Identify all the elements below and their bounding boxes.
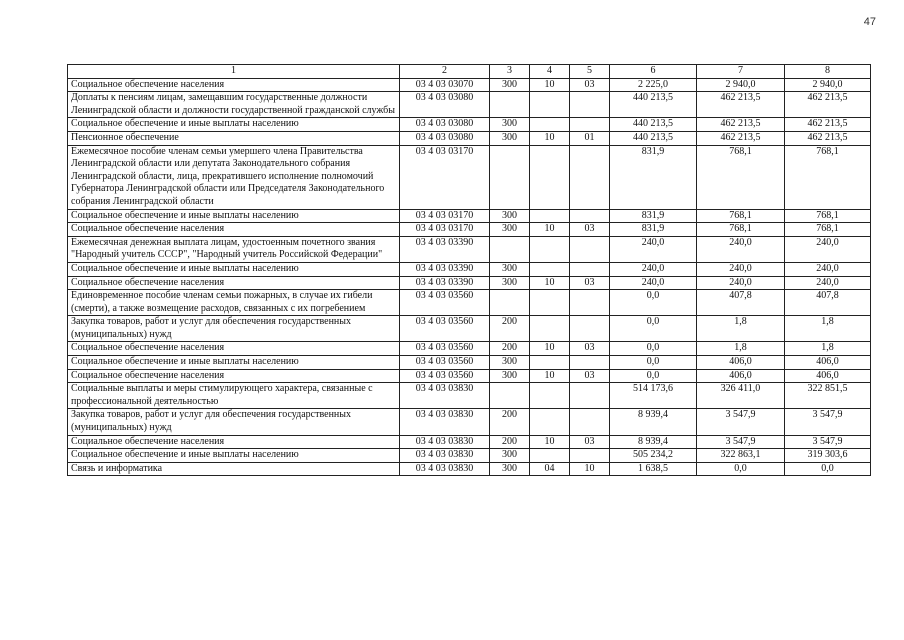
amount-year-2-cell: 768,1 bbox=[697, 209, 785, 223]
expense-type-cell: 200 bbox=[490, 342, 530, 356]
amount-year-3-cell: 1,8 bbox=[785, 316, 871, 342]
target-code-cell: 03 4 03 03830 bbox=[400, 409, 490, 435]
amount-year-3-cell: 462 213,5 bbox=[785, 92, 871, 118]
table-row bbox=[68, 342, 871, 356]
target-code-cell: 03 4 03 03080 bbox=[400, 131, 490, 145]
amount-year-3-cell: 462 213,5 bbox=[785, 118, 871, 132]
target-code-cell: 03 4 03 03560 bbox=[400, 356, 490, 370]
amount-year-1-cell: 514 173,6 bbox=[610, 383, 697, 409]
expense-type-cell bbox=[490, 92, 530, 118]
amount-year-1-cell: 831,9 bbox=[610, 145, 697, 209]
amount-year-1-cell: 240,0 bbox=[610, 276, 697, 290]
amount-year-2-cell: 406,0 bbox=[697, 356, 785, 370]
expense-type-cell: 300 bbox=[490, 449, 530, 463]
section-cell bbox=[530, 236, 570, 262]
item-name-cell: Связь и информатика bbox=[68, 462, 400, 476]
section-cell bbox=[530, 316, 570, 342]
amount-year-2-cell: 240,0 bbox=[697, 276, 785, 290]
subsection-cell bbox=[570, 449, 610, 463]
amount-year-1-cell: 0,0 bbox=[610, 369, 697, 383]
amount-year-3-cell: 240,0 bbox=[785, 262, 871, 276]
subsection-cell bbox=[570, 316, 610, 342]
expense-type-cell: 300 bbox=[490, 118, 530, 132]
section-cell bbox=[530, 356, 570, 370]
amount-year-2-cell: 462 213,5 bbox=[697, 92, 785, 118]
table-row bbox=[68, 356, 871, 370]
amount-year-1-cell: 831,9 bbox=[610, 223, 697, 237]
item-name-cell: Доплаты к пенсиям лицам, замещавшим государственные должности Ленинградской области и должности государственной гражданской службы bbox=[68, 92, 400, 118]
target-code-cell: 03 4 03 03080 bbox=[400, 92, 490, 118]
target-code-cell: 03 4 03 03390 bbox=[400, 262, 490, 276]
column-header: 8 bbox=[785, 65, 871, 79]
target-code-cell: 03 4 03 03830 bbox=[400, 462, 490, 476]
item-name-cell: Ежемесячная денежная выплата лицам, удостоенным почетного звания "Народный учитель СССР", "Народный учитель Российской Федерации" bbox=[68, 236, 400, 262]
amount-year-2-cell: 3 547,9 bbox=[697, 435, 785, 449]
subsection-cell bbox=[570, 290, 610, 316]
target-code-cell: 03 4 03 03390 bbox=[400, 276, 490, 290]
target-code-cell: 03 4 03 03080 bbox=[400, 118, 490, 132]
amount-year-1-cell: 1 638,5 bbox=[610, 462, 697, 476]
item-name-cell: Социальные выплаты и меры стимулирующего характера, связанные с профессиональной деятельностью bbox=[68, 383, 400, 409]
column-header: 7 bbox=[697, 65, 785, 79]
amount-year-3-cell: 768,1 bbox=[785, 223, 871, 237]
subsection-cell: 03 bbox=[570, 78, 610, 92]
target-code-cell: 03 4 03 03170 bbox=[400, 223, 490, 237]
expense-type-cell: 300 bbox=[490, 356, 530, 370]
section-cell: 10 bbox=[530, 369, 570, 383]
item-name-cell: Социальное обеспечение и иные выплаты населению bbox=[68, 209, 400, 223]
item-name-cell: Социальное обеспечение и иные выплаты населению bbox=[68, 118, 400, 132]
amount-year-3-cell: 0,0 bbox=[785, 462, 871, 476]
amount-year-3-cell: 240,0 bbox=[785, 276, 871, 290]
subsection-cell bbox=[570, 236, 610, 262]
section-cell: 10 bbox=[530, 223, 570, 237]
amount-year-3-cell: 768,1 bbox=[785, 145, 871, 209]
expense-type-cell bbox=[490, 290, 530, 316]
table-row bbox=[68, 118, 871, 132]
amount-year-1-cell: 831,9 bbox=[610, 209, 697, 223]
amount-year-2-cell: 462 213,5 bbox=[697, 118, 785, 132]
amount-year-1-cell: 0,0 bbox=[610, 290, 697, 316]
expense-type-cell: 200 bbox=[490, 409, 530, 435]
amount-year-1-cell: 0,0 bbox=[610, 356, 697, 370]
expense-type-cell: 300 bbox=[490, 369, 530, 383]
target-code-cell: 03 4 03 03560 bbox=[400, 316, 490, 342]
amount-year-1-cell: 8 939,4 bbox=[610, 409, 697, 435]
column-header: 2 bbox=[400, 65, 490, 79]
item-name-cell: Закупка товаров, работ и услуг для обеспечения государственных (муниципальных) нужд bbox=[68, 409, 400, 435]
column-header: 5 bbox=[570, 65, 610, 79]
amount-year-2-cell: 322 863,1 bbox=[697, 449, 785, 463]
target-code-cell: 03 4 03 03170 bbox=[400, 209, 490, 223]
target-code-cell: 03 4 03 03560 bbox=[400, 369, 490, 383]
table-row bbox=[68, 462, 871, 476]
expense-type-cell: 300 bbox=[490, 223, 530, 237]
table-row bbox=[68, 369, 871, 383]
amount-year-3-cell: 406,0 bbox=[785, 356, 871, 370]
item-name-cell: Пенсионное обеспечение bbox=[68, 131, 400, 145]
expense-type-cell bbox=[490, 236, 530, 262]
amount-year-2-cell: 1,8 bbox=[697, 316, 785, 342]
subsection-cell bbox=[570, 409, 610, 435]
budget-table bbox=[67, 64, 871, 476]
section-cell bbox=[530, 449, 570, 463]
column-header: 3 bbox=[490, 65, 530, 79]
item-name-cell: Социальное обеспечение населения bbox=[68, 342, 400, 356]
table-row bbox=[68, 145, 871, 209]
table-row bbox=[68, 409, 871, 435]
item-name-cell: Закупка товаров, работ и услуг для обеспечения государственных (муниципальных) нужд bbox=[68, 316, 400, 342]
amount-year-1-cell: 0,0 bbox=[610, 342, 697, 356]
item-name-cell: Социальное обеспечение населения bbox=[68, 435, 400, 449]
amount-year-2-cell: 0,0 bbox=[697, 462, 785, 476]
header-row bbox=[68, 65, 871, 79]
amount-year-3-cell: 319 303,6 bbox=[785, 449, 871, 463]
amount-year-1-cell: 240,0 bbox=[610, 262, 697, 276]
page-number: 47 bbox=[863, 16, 876, 28]
table-row bbox=[68, 449, 871, 463]
subsection-cell: 03 bbox=[570, 369, 610, 383]
expense-type-cell: 200 bbox=[490, 435, 530, 449]
amount-year-1-cell: 8 939,4 bbox=[610, 435, 697, 449]
section-cell bbox=[530, 409, 570, 435]
subsection-cell bbox=[570, 262, 610, 276]
target-code-cell: 03 4 03 03070 bbox=[400, 78, 490, 92]
amount-year-2-cell: 768,1 bbox=[697, 223, 785, 237]
column-header: 6 bbox=[610, 65, 697, 79]
item-name-cell: Социальное обеспечение населения bbox=[68, 78, 400, 92]
table-row bbox=[68, 78, 871, 92]
amount-year-2-cell: 240,0 bbox=[697, 236, 785, 262]
expense-type-cell: 300 bbox=[490, 209, 530, 223]
amount-year-1-cell: 240,0 bbox=[610, 236, 697, 262]
table-row bbox=[68, 290, 871, 316]
amount-year-3-cell: 3 547,9 bbox=[785, 409, 871, 435]
table-row bbox=[68, 92, 871, 118]
subsection-cell: 03 bbox=[570, 435, 610, 449]
section-cell bbox=[530, 383, 570, 409]
item-name-cell: Социальное обеспечение и иные выплаты населению bbox=[68, 449, 400, 463]
expense-type-cell: 300 bbox=[490, 131, 530, 145]
table-row bbox=[68, 131, 871, 145]
subsection-cell: 01 bbox=[570, 131, 610, 145]
subsection-cell bbox=[570, 209, 610, 223]
section-cell: 10 bbox=[530, 342, 570, 356]
subsection-cell bbox=[570, 92, 610, 118]
table-row bbox=[68, 383, 871, 409]
amount-year-1-cell: 505 234,2 bbox=[610, 449, 697, 463]
section-cell bbox=[530, 209, 570, 223]
expense-type-cell: 300 bbox=[490, 262, 530, 276]
target-code-cell: 03 4 03 03560 bbox=[400, 342, 490, 356]
expense-type-cell: 300 bbox=[490, 78, 530, 92]
item-name-cell: Единовременное пособие членам семьи пожарных, в случае их гибели (смерти), а также возмещение расходов, связанных с их погребением bbox=[68, 290, 400, 316]
expense-type-cell: 200 bbox=[490, 316, 530, 342]
table-row bbox=[68, 435, 871, 449]
table-row bbox=[68, 262, 871, 276]
amount-year-3-cell: 240,0 bbox=[785, 236, 871, 262]
amount-year-1-cell: 2 225,0 bbox=[610, 78, 697, 92]
amount-year-3-cell: 406,0 bbox=[785, 369, 871, 383]
amount-year-3-cell: 407,8 bbox=[785, 290, 871, 316]
amount-year-2-cell: 240,0 bbox=[697, 262, 785, 276]
table-row bbox=[68, 223, 871, 237]
column-header: 4 bbox=[530, 65, 570, 79]
subsection-cell: 03 bbox=[570, 276, 610, 290]
table-row bbox=[68, 236, 871, 262]
amount-year-2-cell: 407,8 bbox=[697, 290, 785, 316]
amount-year-1-cell: 440 213,5 bbox=[610, 92, 697, 118]
item-name-cell: Социальное обеспечение и иные выплаты населению bbox=[68, 262, 400, 276]
subsection-cell bbox=[570, 118, 610, 132]
section-cell: 10 bbox=[530, 276, 570, 290]
section-cell bbox=[530, 92, 570, 118]
expense-type-cell: 300 bbox=[490, 276, 530, 290]
section-cell: 10 bbox=[530, 78, 570, 92]
amount-year-3-cell: 2 940,0 bbox=[785, 78, 871, 92]
amount-year-3-cell: 3 547,9 bbox=[785, 435, 871, 449]
target-code-cell: 03 4 03 03170 bbox=[400, 145, 490, 209]
amount-year-3-cell: 462 213,5 bbox=[785, 131, 871, 145]
table-row bbox=[68, 276, 871, 290]
amount-year-2-cell: 462 213,5 bbox=[697, 131, 785, 145]
expense-type-cell: 300 bbox=[490, 462, 530, 476]
amount-year-2-cell: 3 547,9 bbox=[697, 409, 785, 435]
target-code-cell: 03 4 03 03390 bbox=[400, 236, 490, 262]
expense-type-cell bbox=[490, 383, 530, 409]
section-cell: 04 bbox=[530, 462, 570, 476]
section-cell bbox=[530, 262, 570, 276]
subsection-cell bbox=[570, 145, 610, 209]
subsection-cell: 03 bbox=[570, 342, 610, 356]
section-cell bbox=[530, 145, 570, 209]
table-row bbox=[68, 209, 871, 223]
amount-year-1-cell: 0,0 bbox=[610, 316, 697, 342]
target-code-cell: 03 4 03 03560 bbox=[400, 290, 490, 316]
amount-year-3-cell: 768,1 bbox=[785, 209, 871, 223]
amount-year-2-cell: 1,8 bbox=[697, 342, 785, 356]
amount-year-2-cell: 2 940,0 bbox=[697, 78, 785, 92]
subsection-cell: 03 bbox=[570, 223, 610, 237]
item-name-cell: Социальное обеспечение и иные выплаты населению bbox=[68, 356, 400, 370]
amount-year-1-cell: 440 213,5 bbox=[610, 131, 697, 145]
section-cell: 10 bbox=[530, 131, 570, 145]
item-name-cell: Социальное обеспечение населения bbox=[68, 276, 400, 290]
section-cell bbox=[530, 290, 570, 316]
item-name-cell: Социальное обеспечение населения bbox=[68, 223, 400, 237]
amount-year-2-cell: 768,1 bbox=[697, 145, 785, 209]
subsection-cell bbox=[570, 383, 610, 409]
table-row bbox=[68, 316, 871, 342]
subsection-cell: 10 bbox=[570, 462, 610, 476]
column-header: 1 bbox=[68, 65, 400, 79]
section-cell bbox=[530, 118, 570, 132]
target-code-cell: 03 4 03 03830 bbox=[400, 435, 490, 449]
section-cell: 10 bbox=[530, 435, 570, 449]
amount-year-3-cell: 1,8 bbox=[785, 342, 871, 356]
item-name-cell: Ежемесячное пособие членам семьи умершего члена Правительства Ленинградской области или депутата Законодательного собрания Ленинградской области, лица, прекратившего исполнение полномочий Губернатора Ленинградской области или Председателя Законодательного собрания Ленинградской области bbox=[68, 145, 400, 209]
target-code-cell: 03 4 03 03830 bbox=[400, 449, 490, 463]
amount-year-2-cell: 406,0 bbox=[697, 369, 785, 383]
expense-type-cell bbox=[490, 145, 530, 209]
target-code-cell: 03 4 03 03830 bbox=[400, 383, 490, 409]
subsection-cell bbox=[570, 356, 610, 370]
amount-year-3-cell: 322 851,5 bbox=[785, 383, 871, 409]
amount-year-2-cell: 326 411,0 bbox=[697, 383, 785, 409]
amount-year-1-cell: 440 213,5 bbox=[610, 118, 697, 132]
item-name-cell: Социальное обеспечение населения bbox=[68, 369, 400, 383]
